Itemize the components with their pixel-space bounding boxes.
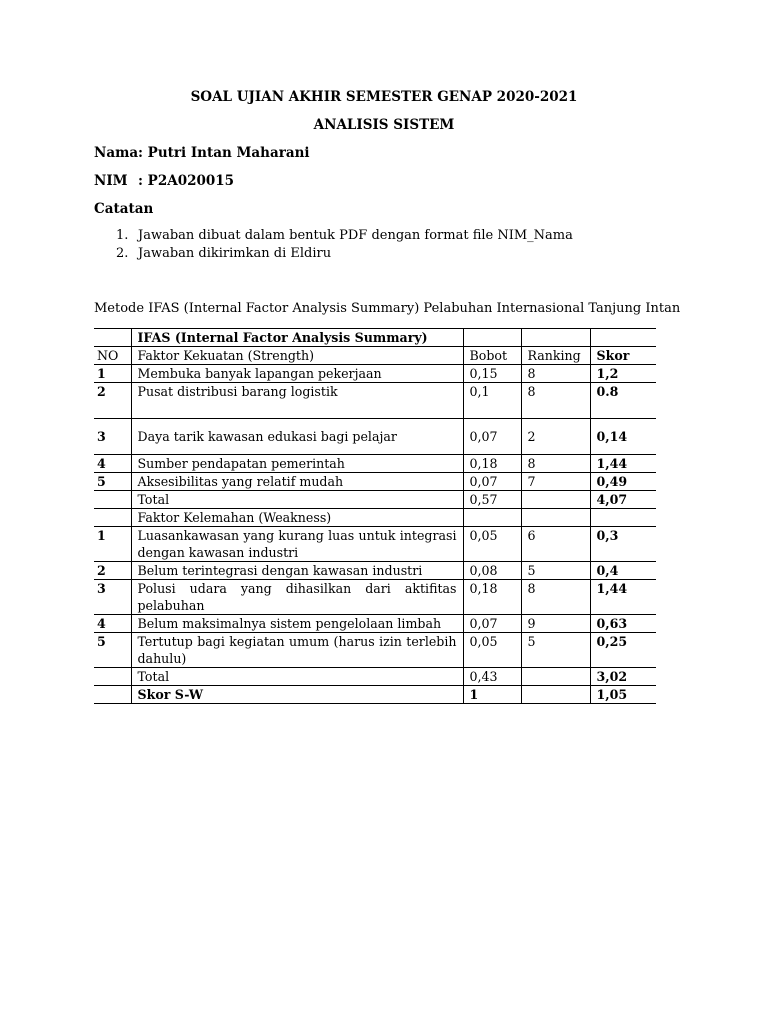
final-score-row: Skor S-W 1 1,05	[94, 686, 656, 704]
document-subtitle: ANALISIS SISTEM	[313, 117, 455, 133]
table-title: IFAS (Internal Factor Analysis Summary)	[131, 329, 463, 347]
nim-label: NIM	[94, 173, 128, 189]
document-title: SOAL UJIAN AKHIR SEMESTER GENAP 2020-2021	[190, 89, 578, 105]
table-row: 5 Tertutup bagi kegiatan umum (harus izin terlebih dahulu) 0,05 5 0,25	[94, 633, 656, 668]
weakness-total-row: Total 0,43 3,02	[94, 668, 656, 686]
list-item: 2. Jawaban dikirimkan di Eldiru	[116, 246, 332, 261]
notes-list	[116, 227, 573, 263]
table-row: 2 Belum terintegrasi dengan kawasan industri 0,08 5 0,4	[94, 562, 656, 580]
nim-value: : P2A020015	[138, 173, 235, 189]
header-factor: Faktor Kekuatan (Strength)	[131, 347, 463, 365]
table-row: 1 Luasankawasan yang kurang luas untuk integrasi dengan kawasan industri 0,05 6 0,3	[94, 527, 656, 562]
name-value: : Putri Intan Maharani	[138, 145, 310, 161]
method-intro: Metode IFAS (Internal Factor Analysis Summary) Pelabuhan Internasional Tanjung Intan	[94, 301, 681, 316]
ifas-table	[94, 328, 656, 704]
table-row: 4 Sumber pendapatan pemerintah 0,18 8 1,44	[94, 455, 656, 473]
header-no: NO	[94, 347, 131, 365]
table-row: 2 Pusat distribusi barang logistik 0,1 8 0.8	[94, 383, 656, 419]
table-title-row	[94, 329, 656, 347]
header-skor: Skor	[590, 347, 656, 365]
table-row: 3 Daya tarik kawasan edukasi bagi pelajar 0,07 2 0,14	[94, 419, 656, 455]
table-header-row	[94, 347, 656, 365]
table-row: 1 Membuka banyak lapangan pekerjaan 0,15 8 1,2	[94, 365, 656, 383]
table-row: 4 Belum maksimalnya sistem pengelolaan limbah 0,07 9 0,63	[94, 615, 656, 633]
strength-total-row: Total 0,57 4,07	[94, 491, 656, 509]
student-nim-line	[94, 173, 234, 189]
header-bobot: Bobot	[463, 347, 521, 365]
table-row: 3 Polusi udara yang dihasilkan dari aktifitas pelabuhan 0,18 8 1,44	[94, 580, 656, 615]
name-label: Nama	[94, 145, 139, 161]
notes-heading: Catatan	[94, 201, 154, 217]
list-item: 1. Jawaban dibuat dalam bentuk PDF dengan format file NIM_Nama	[116, 228, 573, 243]
header-ranking: Ranking	[521, 347, 590, 365]
student-name-line	[94, 145, 310, 161]
table-row: 5 Aksesibilitas yang relatif mudah 0,07 7 0,49	[94, 473, 656, 491]
weakness-header-row: Faktor Kelemahan (Weakness)	[94, 509, 656, 527]
